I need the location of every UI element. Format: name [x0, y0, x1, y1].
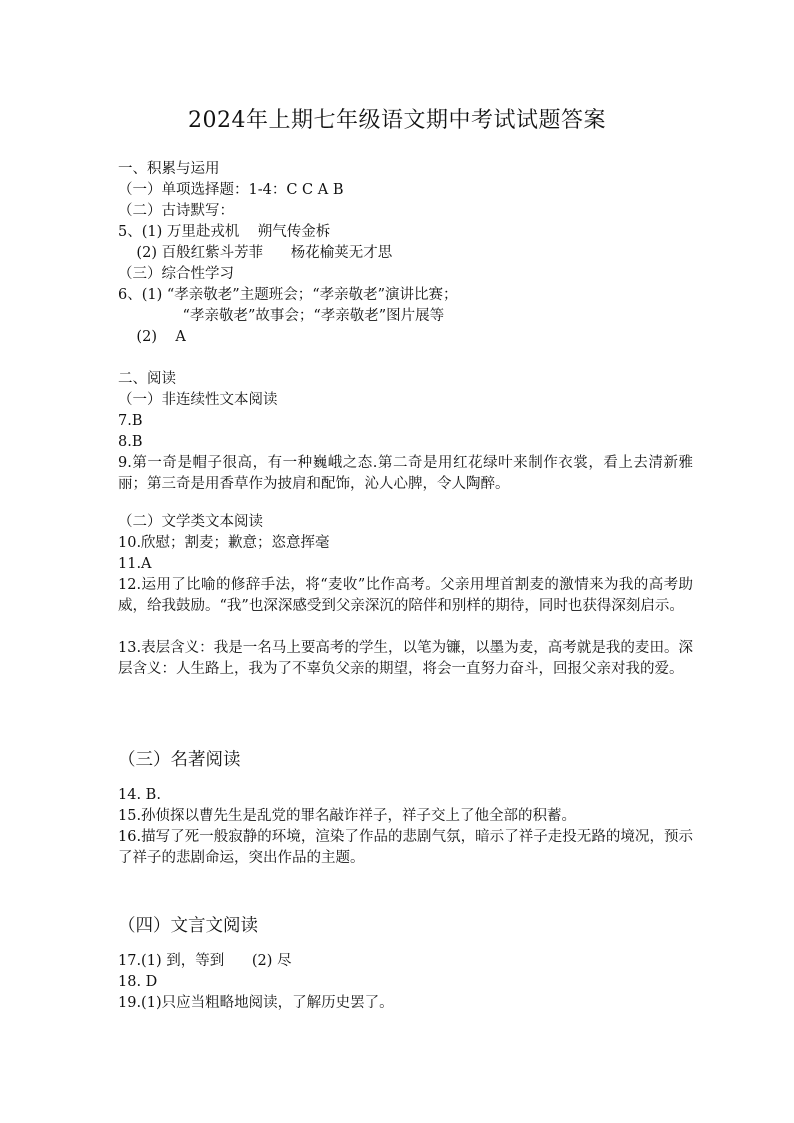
- answer-11: 11.A: [118, 556, 152, 572]
- answer-15: 15.孙侦探以曹先生是乱党的罪名敲诈祥子，祥子交上了他全部的积蓄。: [118, 808, 577, 824]
- answer-single-choice: （一）单项选择题：1-4：C C A B: [118, 182, 344, 198]
- answer-19: 19.(1)只应当粗略地阅读，了解历史罢了。: [118, 995, 394, 1011]
- answer-9: 9.第一奇是帽子很高，有一种巍峨之态.第二奇是用红花绿叶来制作衣裳，看上去清新雅丽；第三奇是用香草作为披肩和配饰，沁人心脾，令人陶醉。: [118, 455, 693, 492]
- answer-7: 7.B: [118, 413, 143, 429]
- answer-12: 12.运用了比喻的修辞手法，将“麦收”比作高考。父亲用埋首割麦的激情来为我的高考助威，给我鼓励。“我”也深深感受到父亲深沉的陪伴和别样的期待，同时也获得深刻启示。: [118, 577, 693, 614]
- answer-5-1: 5、(1) 万里赴戎机 朔气传金柝: [118, 224, 331, 240]
- subsection-heading-nonlinear-text: （一）非连续性文本阅读: [118, 392, 278, 408]
- answer-6-1-line1: 6、(1) “孝亲敬老”主题班会；“孝亲敬老”演讲比赛；: [118, 287, 458, 303]
- answer-6-1-line2: “孝亲敬老”故事会；“孝亲敬老”图片展等: [118, 308, 445, 324]
- subsection-heading-classics: （三）名著阅读: [118, 750, 241, 770]
- answer-17: 17.(1) 到，等到 (2) 尽: [118, 953, 292, 969]
- subsection-heading-classical-chinese: （四）文言文阅读: [118, 916, 258, 936]
- answer-16: 16.描写了死一般寂静的环境，渲染了作品的悲剧气氛，暗示了祥子走投无路的境况，预示了祥子的悲剧命运，突出作品的主题。: [118, 829, 693, 866]
- answer-13: 13.表层含义：我是一名马上要高考的学生，以笔为镰，以墨为麦，高考就是我的麦田。深层含义：人生路上，我为了不辜负父亲的期望，将会一直努力奋斗，回报父亲对我的爱。: [118, 640, 693, 677]
- subsection-heading-comprehensive: （三）综合性学习: [118, 266, 234, 282]
- subsection-heading-poetry: （二）古诗默写：: [118, 203, 234, 219]
- answer-10: 10.欣慰；割麦；歉意；恣意挥毫: [118, 535, 330, 551]
- section-heading-reading: 二、阅读: [118, 371, 176, 387]
- document-title: 2024年上期七年级语文期中考试试题答案: [188, 108, 606, 133]
- answer-18: 18. D: [118, 974, 158, 990]
- subsection-heading-literary-text: （二）文学类文本阅读: [118, 514, 263, 530]
- answer-8: 8.B: [118, 434, 143, 450]
- answer-6-2: (2) A: [118, 329, 186, 345]
- answer-14: 14. B.: [118, 787, 161, 803]
- answer-5-2: (2) 百般红紫斗芳菲 杨花榆荚无才思: [118, 245, 393, 261]
- section-heading-accumulation: 一、积累与运用: [118, 161, 220, 177]
